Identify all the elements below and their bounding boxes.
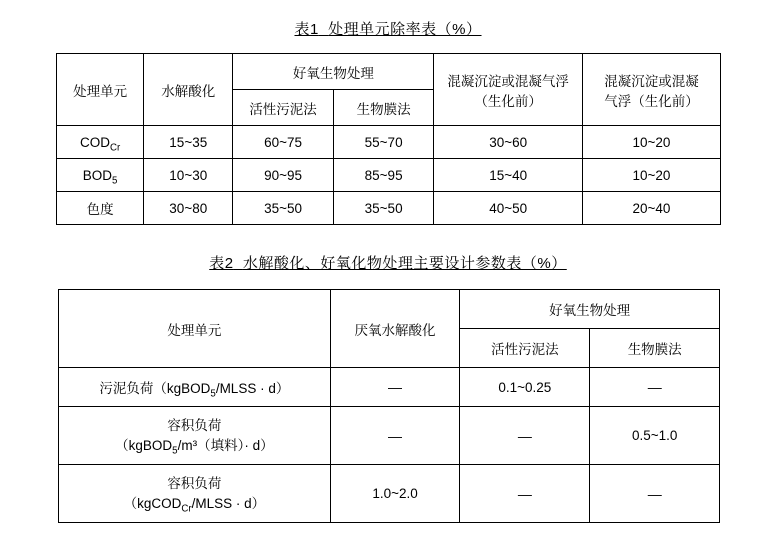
table1-caption-text: 处理单元除率表（%） xyxy=(328,21,482,38)
cell-activated-sludge: 0.1~0.25 xyxy=(460,368,590,407)
cell-biofilm: 55~70 xyxy=(333,126,434,159)
cell-activated-sludge: — xyxy=(460,407,590,465)
cell-biofilm: 35~50 xyxy=(333,192,434,225)
table2-wrapper xyxy=(58,289,720,523)
table-header-row xyxy=(57,54,721,90)
table2-caption xyxy=(0,252,776,273)
row-label-line2: （kgCOD xyxy=(123,495,182,511)
cell-coagulation-pre: 30~60 xyxy=(434,126,583,159)
row-label xyxy=(57,159,144,192)
row-label-sub2: Cr xyxy=(181,503,192,515)
row-label-line1: 污泥负荷（kgBOD xyxy=(99,381,211,396)
table2-caption-text: 水解酸化、好氧化物处理主要设计参数表（%） xyxy=(242,255,567,272)
row-label-sub: 5 xyxy=(112,175,118,187)
th-unit: 处理单元 xyxy=(59,290,331,368)
th-coagulation-pre xyxy=(434,54,583,126)
table2-caption-prefix: 表2 xyxy=(209,255,234,272)
th-anaerobic-hydrolysis: 厌氧水解酸化 xyxy=(330,290,460,368)
design-parameters-table xyxy=(58,289,720,523)
table1-caption-prefix: 表1 xyxy=(294,21,319,38)
cell-biofilm: 0.5~1.0 xyxy=(590,407,720,465)
row-label-sub2: 5 xyxy=(172,445,178,457)
cell-anaerobic: — xyxy=(330,407,460,465)
cell-activated-sludge: — xyxy=(460,465,590,523)
th-coagulation-post-line2: 气浮（生化前） xyxy=(604,93,699,109)
table-row xyxy=(57,159,721,192)
th-coagulation-pre-line1: 混凝沉淀或混凝气浮 xyxy=(447,73,569,89)
cell-activated-sludge: 35~50 xyxy=(233,192,334,225)
row-label-line1: 容积负荷 xyxy=(167,475,222,491)
cell-activated-sludge: 90~95 xyxy=(233,159,334,192)
th-activated-sludge: 活性污泥法 xyxy=(460,329,590,368)
th-activated-sludge: 活性污泥法 xyxy=(233,90,334,126)
table1-caption xyxy=(0,18,776,39)
table-row xyxy=(57,126,721,159)
cell-coagulation-pre: 40~50 xyxy=(434,192,583,225)
table-row xyxy=(59,465,720,523)
th-coagulation-post-line1: 混凝沉淀或混凝 xyxy=(604,73,699,89)
table-row xyxy=(57,192,721,225)
row-label-line2b: /m³（填料）· d） xyxy=(177,437,274,453)
row-label-line1: 容积负荷 xyxy=(167,417,222,433)
cell-coagulation-post: 10~20 xyxy=(582,159,720,192)
th-biofilm: 生物膜法 xyxy=(333,90,434,126)
row-label-main: COD xyxy=(79,134,110,150)
cell-anaerobic: 1.0~2.0 xyxy=(330,465,460,523)
row-label xyxy=(59,465,331,523)
row-label xyxy=(59,368,331,407)
table-header-row xyxy=(59,290,720,329)
row-label xyxy=(57,192,144,225)
row-label-main: 色度 xyxy=(86,202,114,217)
row-label-sub1: 5 xyxy=(210,388,216,400)
cell-coagulation-pre: 15~40 xyxy=(434,159,583,192)
table-row xyxy=(59,407,720,465)
row-label xyxy=(59,407,331,465)
table-row xyxy=(59,368,720,407)
cell-biofilm: 85~95 xyxy=(333,159,434,192)
th-hydrolysis: 水解酸化 xyxy=(144,54,233,126)
row-label-line2: （kgBOD xyxy=(115,437,173,453)
cell-anaerobic: — xyxy=(330,368,460,407)
removal-rate-table xyxy=(56,53,721,225)
cell-hydrolysis: 15~35 xyxy=(144,126,233,159)
cell-activated-sludge: 60~75 xyxy=(233,126,334,159)
th-aerobic-group: 好氧生物处理 xyxy=(233,54,434,90)
th-unit: 处理单元 xyxy=(57,54,144,126)
th-aerobic-group: 好氧生物处理 xyxy=(460,290,720,329)
cell-hydrolysis: 30~80 xyxy=(144,192,233,225)
row-label-sub: Cr xyxy=(109,142,121,154)
cell-coagulation-post: 20~40 xyxy=(582,192,720,225)
row-label-main: BOD xyxy=(82,167,113,183)
row-label xyxy=(57,126,144,159)
th-biofilm: 生物膜法 xyxy=(590,329,720,368)
th-coagulation-pre-line2: （生化前） xyxy=(474,93,542,109)
cell-coagulation-post: 10~20 xyxy=(582,126,720,159)
cell-biofilm: — xyxy=(590,465,720,523)
cell-hydrolysis: 10~30 xyxy=(144,159,233,192)
row-label-line2b: /MLSS · d） xyxy=(191,495,266,511)
row-label-line1b: /MLSS · d） xyxy=(215,381,290,396)
cell-biofilm: — xyxy=(590,368,720,407)
table1-wrapper xyxy=(56,53,721,225)
th-coagulation-post xyxy=(582,54,720,126)
